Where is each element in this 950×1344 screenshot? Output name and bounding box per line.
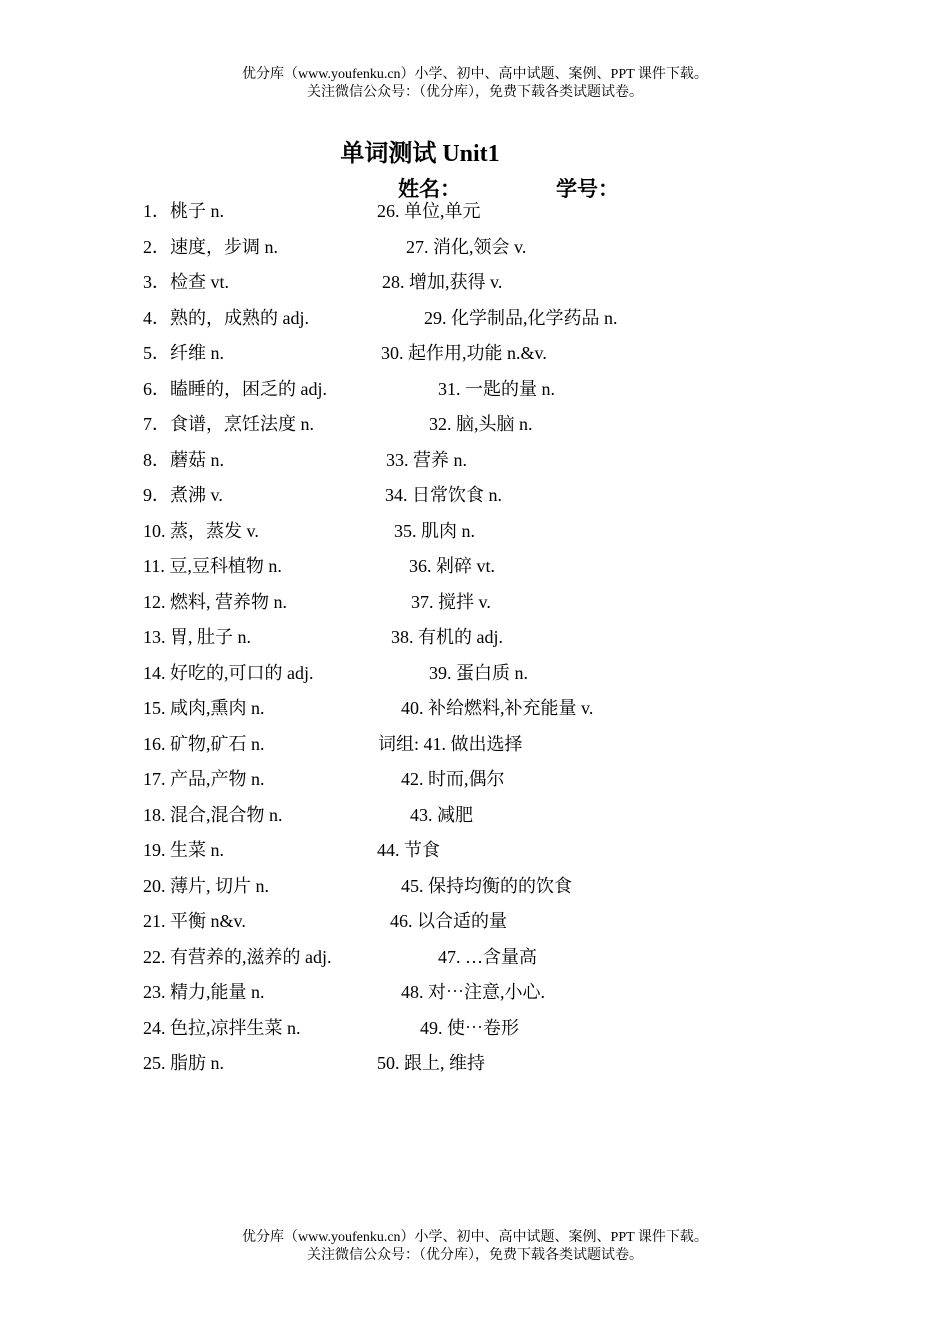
vocab-item-right: 45. 保持均衡的的饮食 xyxy=(401,875,572,896)
vocab-item-left: 10. 蒸，蒸发 v. xyxy=(143,520,259,541)
vocab-item-left: 21. 平衡 n&v. xyxy=(143,911,246,931)
vocab-item-left: 15. 咸肉,熏肉 n. xyxy=(143,698,265,718)
vocab-item-right: 28. 增加,获得 v. xyxy=(382,272,503,292)
vocab-item-right: 42. 时而,偶尔 xyxy=(401,769,505,789)
page-header xyxy=(0,66,950,102)
vocab-item-left: 9．煮沸 v. xyxy=(143,485,223,505)
vocab-item-left: 7．食谱，烹饪法度 n. xyxy=(143,414,314,434)
vocab-item-left: 25. 脂肪 n. xyxy=(143,1053,224,1073)
vocab-item-right: 39. 蛋白质 n. xyxy=(429,662,528,683)
name-label: 姓名： xyxy=(398,177,461,201)
vocab-item-right: 49. 使⋯卷形 xyxy=(420,1017,519,1038)
vocab-item-left: 20. 薄片, 切片 n. xyxy=(143,875,269,896)
vocab-item-right: 46. 以合适的量 xyxy=(390,911,507,931)
vocab-item-left: 8．蘑菇 n. xyxy=(143,449,224,470)
vocab-item-left: 3．检查 vt. xyxy=(143,272,230,292)
header-line-1: 优分库（www.youfenku.cn）小学、初中、高中试题、案例、PPT 课件下载。 xyxy=(242,67,708,82)
vocab-item-left: 6．瞌睡的，困乏的 adj. xyxy=(143,378,327,399)
vocab-item-right: 30. 起作用,功能 n.&v. xyxy=(381,343,547,363)
vocab-item-right: 29. 化学制品,化学药品 n. xyxy=(424,307,618,328)
vocab-item-right: 50. 跟上, 维持 xyxy=(377,1053,485,1073)
vocab-item-right: 33. 营养 n. xyxy=(386,449,467,470)
vocab-item-right: 词组: 41. 做出选择 xyxy=(378,733,523,754)
vocab-item-right: 32. 脑,头脑 n. xyxy=(429,414,533,434)
vocab-item-right: 36. 剁碎 vt. xyxy=(409,556,496,576)
vocab-item-right: 40. 补给燃料,补充能量 v. xyxy=(401,698,594,718)
vocab-item-right: 43. 减肥 xyxy=(410,804,473,825)
vocab-item-left: 19. 生菜 n. xyxy=(143,840,224,860)
vocab-item-left: 4．熟的，成熟的 adj. xyxy=(143,307,309,328)
vocab-item-left: 1．桃子 n. xyxy=(143,201,224,221)
vocab-item-right: 27. 消化,领会 v. xyxy=(406,236,527,257)
page-footer xyxy=(0,1229,950,1265)
vocab-item-left: 23. 精力,能量 n. xyxy=(143,982,265,1002)
vocab-item-right: 44. 节食 xyxy=(377,840,440,860)
page-title: 单词测试 Unit1 xyxy=(340,141,500,167)
vocab-item-right: 34. 日常饮食 n. xyxy=(385,485,502,505)
footer-line-2: 关注微信公众号：（优分库），免费下载各类试题试卷。 xyxy=(307,1248,643,1263)
vocab-item-left: 2．速度，步调 n. xyxy=(143,236,278,257)
vocab-item-right: 38. 有机的 adj. xyxy=(391,627,503,647)
vocab-item-left: 11. 豆,豆科植物 n. xyxy=(143,556,282,576)
vocab-item-right: 31. 一匙的量 n. xyxy=(438,378,555,399)
vocab-item-right: 47. …含量高 xyxy=(438,946,537,967)
vocab-item-left: 12. 燃料, 营养物 n. xyxy=(143,591,287,612)
vocab-item-left: 18. 混合,混合物 n. xyxy=(143,804,283,825)
vocab-item-left: 16. 矿物,矿石 n. xyxy=(143,733,265,754)
vocab-item-right: 35. 肌肉 n. xyxy=(394,520,475,541)
student-id-label: 学号： xyxy=(556,177,619,201)
vocab-item-right: 26. 单位,单元 xyxy=(377,201,481,221)
vocab-item-left: 17. 产品,产物 n. xyxy=(143,769,265,789)
vocab-item-left: 14. 好吃的,可口的 adj. xyxy=(143,662,314,683)
vocab-item-left: 24. 色拉,凉拌生菜 n. xyxy=(143,1017,301,1038)
vocab-item-left: 5．纤维 n. xyxy=(143,343,224,363)
vocab-item-right: 37. 搅拌 v. xyxy=(411,591,491,612)
footer-line-1: 优分库（www.youfenku.cn）小学、初中、高中试题、案例、PPT 课件下载。 xyxy=(242,1230,708,1245)
vocab-item-left: 22. 有营养的,滋养的 adj. xyxy=(143,946,332,967)
vocab-item-left: 13. 胃, 肚子 n. xyxy=(143,627,251,647)
header-line-2: 关注微信公众号：（优分库），免费下载各类试题试卷。 xyxy=(307,85,643,100)
vocab-item-right: 48. 对⋯注意,小心. xyxy=(401,982,545,1002)
